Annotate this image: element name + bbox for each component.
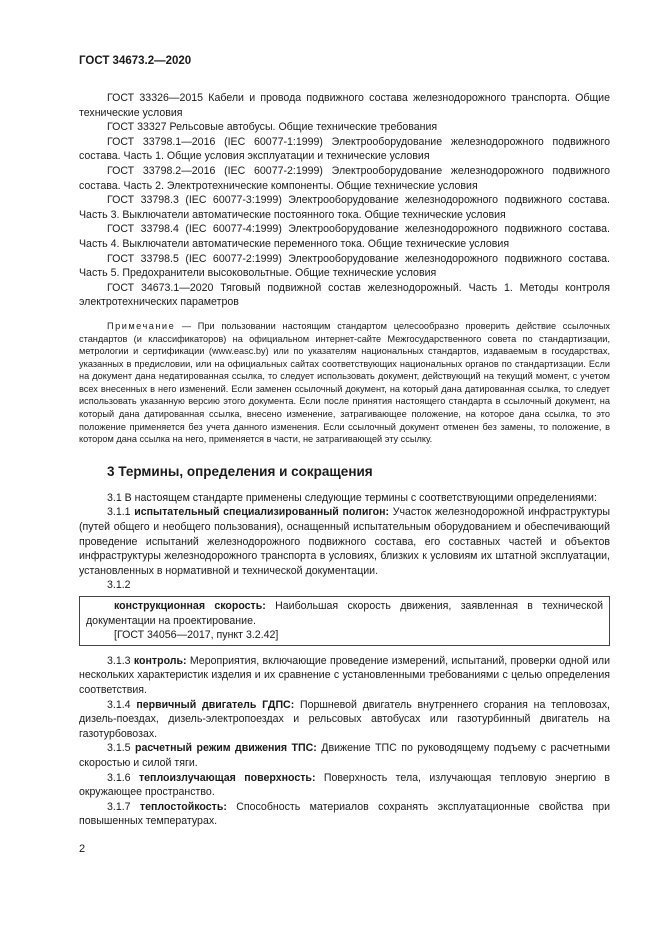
- term-number: 3.1.4: [107, 698, 131, 711]
- term-number: 3.1.6: [107, 771, 131, 784]
- reference-item: ГОСТ 33798.1—2016 (IEC 60077-1:1999) Электрооборудование железнодорожного подвижного состава. Часть 1. Общие условия эксплуатации и технические условия: [79, 135, 610, 163]
- reference-item: ГОСТ 33327 Рельсовые автобусы. Общие технические требования: [107, 121, 438, 134]
- reference-item: ГОСТ 33798.4 (IEC 60077-4:1999) Электрооборудование железнодорожного подвижного состава. Часть 4. Выключатели автоматические переменного тока. Общие технические условия: [79, 223, 610, 250]
- document-header: ГОСТ 34673.2—2020: [79, 55, 192, 67]
- term-definition: Поверхность тела, излучающая тепловую энергию в окружающее пространство.: [79, 771, 610, 799]
- term-entry: [79, 654, 610, 698]
- term-definition: Способность материалов сохранять эксплуатационные свойства при повышенных температурах.: [79, 800, 610, 828]
- page-number: 2: [79, 843, 86, 855]
- term-entry: [79, 505, 610, 578]
- term-name: испытательный специализированный полигон:: [134, 506, 390, 519]
- term-number: 3.1.7: [107, 800, 131, 813]
- term-source: [ГОСТ 34056—2017, пункт 3.2.42]: [114, 629, 279, 642]
- term-name: первичный двигатель ГДПС:: [136, 698, 295, 711]
- term-number: 3.1.1: [107, 506, 131, 519]
- term-definition: Движение ТПС по руководящему подъему с расчетными скоростью и силой тяги.: [79, 742, 611, 769]
- term-number: 3.1.5: [107, 742, 131, 755]
- term-entry: [79, 741, 610, 770]
- note-paragraph: [79, 320, 610, 446]
- term-name: теплоизлучающая поверхность:: [138, 771, 316, 784]
- term-number: 3.1.3: [107, 654, 131, 667]
- reference-item: ГОСТ 33798.2—2016 (IEC 60077-2:1999) Электрооборудование железнодорожного подвижного состава. Часть 2. Электротехнические компоненты. Общие технические условия: [79, 164, 610, 192]
- term-name: расчетный режим движения ТПС:: [135, 742, 317, 755]
- reference-item: ГОСТ 34673.1—2020 Тяговый подвижной состав железнодорожный. Часть 1. Методы контроля электротехнических параметров: [79, 281, 610, 309]
- section-title: 3 Термины, определения и сокращения: [107, 463, 373, 479]
- term-entry: [79, 800, 610, 829]
- term-definition: Участок железнодорожной инфраструктуры (путей общего и необщего пользования), оснащенный испытательным оборудованием и обеспечивающий проведение испытаний железнодорожного подвижного состава, его составных частей и объектов инфраструктуры железнодорожного транспорта в условиях, близких к условиям их штатной эксплуатации, установленных в нормативной и технической документации.: [79, 506, 610, 577]
- term-name: контроль:: [133, 654, 187, 667]
- term-entry: [79, 771, 610, 800]
- term-entry: [79, 698, 610, 742]
- term-name: теплостойкость:: [139, 800, 227, 813]
- section-intro: 3.1 В настоящем стандарте применены следующие термины с соответствующими определениями:: [107, 491, 597, 504]
- note-text: — При пользовании настоящим стандартом целесообразно проверить действие ссылочных стандартов (и классификаторов) на официальном интернет-сайте Межгосударственного совета по стандартизации, метрологии и сертификации (www.easc.by) или по указателям национальных стандартов, издаваемым в государствах, указанных в предисловии, или на официальных сайтах соответствующих национальных органов по стандартизации. Если на документ дана недатированная ссылка, то следует использовать документ, действующий на текущий момент, с учетом всех внесенных в него изменений. Если заменен ссылочный документ, на который дана датированная ссылка, то следует использовать указанную версию этого документа. Если после принятия настоящего стандарта в ссылочный документ, на который дана датированная ссылка, внесено изменение, затрагивающее положение, на которое дана ссылка, то это положение применяется без учета данного изменения. Если ссылочный документ отменен без замены, то положение, в котором дана ссылка на него, применяется в части, не затрагивающей эту ссылку.: [79, 320, 610, 445]
- references-list: [79, 91, 610, 310]
- term-definition: Наибольшая скорость движения, заявленная в технической документации на проектирование.: [86, 600, 603, 627]
- term-definition: Мероприятия, включающие проведение измерений, испытаний, проверки одной или нескольких характеристик изделия и их сравнение с установленными требованиями с целью определения соответствия.: [79, 654, 610, 696]
- quoted-term-box: [79, 596, 610, 646]
- term-entry: [86, 599, 603, 628]
- reference-item: ГОСТ 33798.3 (IEC 60077-3:1999) Электрооборудование железнодорожного подвижного состава. Часть 3. Выключатели автоматические постоянного тока. Общие технические условия: [79, 194, 610, 221]
- reference-item: ГОСТ 33326—2015 Кабели и провода подвижного состава железнодорожного транспорта. Общие технические условия: [79, 92, 610, 119]
- term-name: конструкционная скорость:: [114, 600, 266, 612]
- reference-item: ГОСТ 33798.5 (IEC 60077-2:1999) Электрооборудование железнодорожного подвижного состава. Часть 5. Предохранители высоковольтные. Общие технические условия: [79, 252, 610, 280]
- term-definition: Поршневой двигатель внутреннего сгорания на тепловозах, дизель-поездах, дизель-электропоездах и рельсовых автобусах или газотурбинный двигатель на газотурбовозах.: [79, 698, 610, 740]
- term-number-line: 3.1.2: [107, 579, 131, 592]
- page-content: [79, 91, 610, 829]
- note-label: Примечание: [107, 320, 176, 331]
